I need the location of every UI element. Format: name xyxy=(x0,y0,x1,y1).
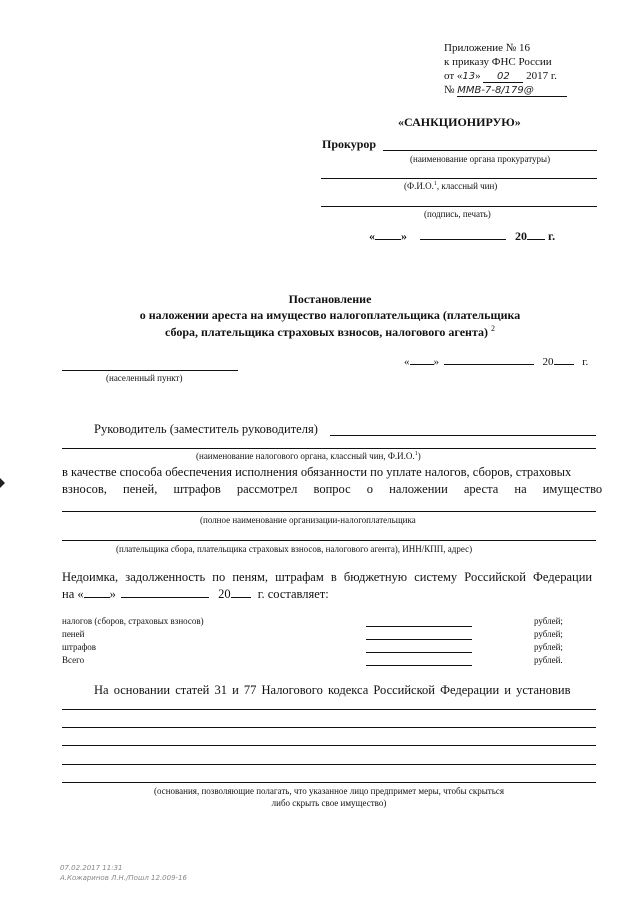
hint-taxpayer: (полное наименование организации-налогоплательщика xyxy=(200,515,416,525)
arrears-date: на « » 20 г. составляет: xyxy=(62,587,329,601)
prosecutor-signature-field[interactable] xyxy=(321,206,597,207)
appendix-line2: к приказу ФНС России xyxy=(444,56,552,68)
prosecutor-label: Прокурор xyxy=(322,137,377,151)
hint-payer: (плательщика сбора, плательщика страховых взносов, налогового агента), ИНН/КПП, адрес) xyxy=(116,544,473,554)
document-date-year-field[interactable] xyxy=(554,364,574,365)
heading-title: Постановление xyxy=(288,292,372,306)
amount-fines-field[interactable] xyxy=(366,652,472,653)
paragraph-line2: взносов, пеней, штрафов рассмотрел вопрос о наложении ареста на имущество xyxy=(62,482,603,496)
tax-org-field[interactable] xyxy=(62,448,596,449)
head-label: Руководитель (заместитель руководителя) xyxy=(94,422,318,436)
appendix-number: № ММВ-7-8/179@ xyxy=(444,84,567,97)
appendix-date-day: 13 xyxy=(462,71,476,82)
amount-taxes-field[interactable] xyxy=(366,626,472,627)
heading-line2: о наложении ареста на имущество налогоплательщика (плательщика xyxy=(139,308,521,322)
paragraph-line1: в качестве способа обеспечения исполнения обязанности по уплате налогов, сборов, страховых xyxy=(62,465,572,479)
hint-signature: (подпись, печать) xyxy=(424,209,491,219)
amount-penalties-field[interactable] xyxy=(366,639,472,640)
hint-basis-line2: либо скрыть свое имущество) xyxy=(271,798,387,808)
amount-label-total: Всего xyxy=(62,655,85,665)
approval-date-day-field[interactable] xyxy=(375,239,401,240)
amount-unit-penalties: рублей; xyxy=(534,629,563,639)
amount-label-fines: штрафов xyxy=(62,642,97,652)
approval-date-month-field[interactable] xyxy=(420,239,506,240)
place-field[interactable] xyxy=(62,370,238,371)
prosecutor-field[interactable] xyxy=(383,150,597,151)
heading-line3: сбора, плательщика страховых взносов, налогового агента) $^2$ xyxy=(165,324,495,339)
arrears-date-day-field[interactable] xyxy=(84,597,110,598)
basis-line-1[interactable] xyxy=(62,709,596,710)
amount-unit-total: рублей. xyxy=(534,655,563,665)
document-date: « » 20 г. xyxy=(404,356,589,368)
document-date-month-field[interactable] xyxy=(444,364,534,365)
appendix-number-value: ММВ-7-8/179@ xyxy=(457,85,567,97)
margin-arrow-icon xyxy=(0,478,5,488)
prosecutor-fio-field[interactable] xyxy=(321,178,597,179)
amount-label-penalties: пеней xyxy=(62,629,85,639)
basis-line-5[interactable] xyxy=(62,782,596,783)
basis-line-2[interactable] xyxy=(62,727,596,728)
head-name-field[interactable] xyxy=(330,435,596,436)
amount-unit-fines: рублей; xyxy=(534,642,563,652)
hint-prosecutor-org: (наименование органа прокуратуры) xyxy=(410,154,551,164)
appendix-date: от «13» 02 2017 г. xyxy=(444,70,557,82)
basis-line-4[interactable] xyxy=(62,764,596,765)
hint-tax-org: (наименование налогового органа, классный чин, Ф.И.О.$^1$) xyxy=(196,451,421,461)
amount-unit-taxes: рублей; xyxy=(534,616,563,626)
document-date-day-field[interactable] xyxy=(410,364,434,365)
hint-prosecutor-fio: (Ф.И.О.$^1$, классный чин) xyxy=(404,181,498,191)
appendix-date-month: 02 xyxy=(483,71,523,83)
basis-text: На основании статей 31 и 77 Налогового кодекса Российской Федерации и установив xyxy=(94,683,571,697)
taxpayer-field[interactable] xyxy=(62,511,596,512)
stamp-line1: 07.02.2017 11:31 xyxy=(60,864,123,872)
approval-date-year-field[interactable] xyxy=(527,239,545,240)
basis-line-3[interactable] xyxy=(62,745,596,746)
appendix-line1: Приложение № 16 xyxy=(444,42,531,54)
hint-basis-line1: (основания, позволяющие полагать, что указанное лицо предпримет меры, чтобы скрыться xyxy=(154,786,504,796)
arrears-line1: Недоимка, задолженность по пеням, штрафам в бюджетную систему Российской Федерации xyxy=(62,570,593,584)
approval-date: « » 20 г. xyxy=(369,229,556,243)
arrears-date-month-field[interactable] xyxy=(121,597,209,598)
arrears-date-year-field[interactable] xyxy=(231,597,251,598)
stamp-line2: А.Кожаринов Л.Н./Пошл 12.009-16 xyxy=(60,874,187,882)
hint-place: (населенный пункт) xyxy=(106,373,183,383)
approval-title: «САНКЦИОНИРУЮ» xyxy=(398,115,521,129)
amount-total-field[interactable] xyxy=(366,665,472,666)
amount-label-taxes: налогов (сборов, страховых взносов) xyxy=(62,616,204,626)
payer-details-field[interactable] xyxy=(62,540,596,541)
